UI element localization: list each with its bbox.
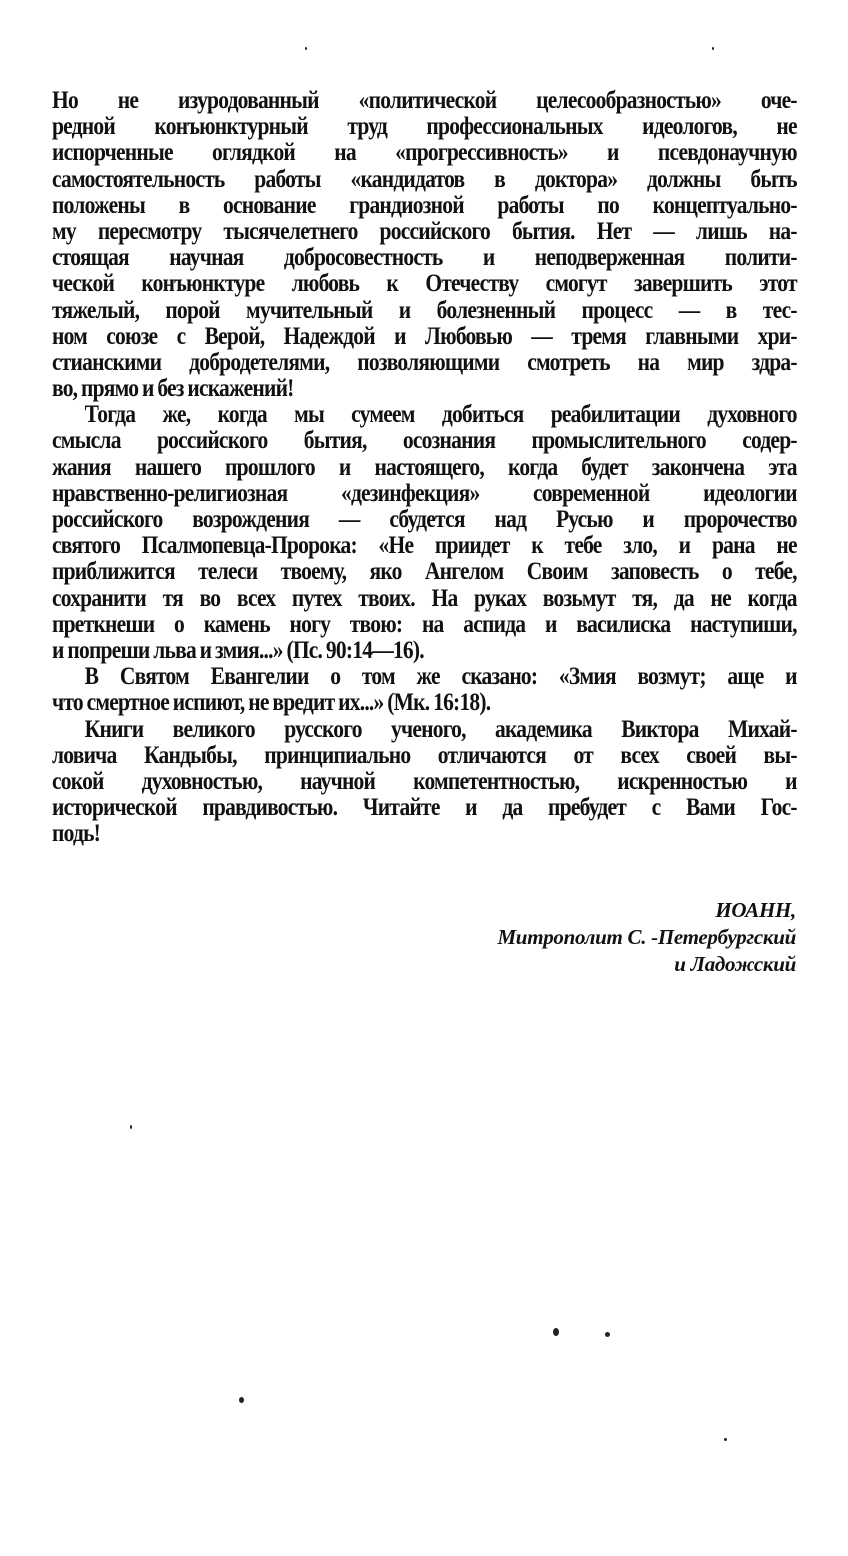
text-line: самостоятельность работы «кандидатов в доктора» должны быть	[52, 165, 797, 193]
text-line: му пересмотру тысячелетнего российского бытия. Нет — лишь на-	[52, 217, 797, 245]
scan-speck	[553, 1328, 559, 1336]
text-line: приближится телеси твоему, яко Ангелом Своим заповесть о тебе,	[52, 558, 797, 586]
paragraph	[52, 402, 797, 664]
scan-speck	[239, 1397, 244, 1403]
text-line: смысла российского бытия, осознания промыслительного содер-	[52, 427, 797, 455]
text-line: сокой духовностью, научной компетентностью, искренностью и	[52, 767, 797, 795]
text-line: ном союзе с Верой, Надеждой и Любовью — тремя главными хри-	[52, 322, 797, 350]
text-line: тяжелый, порой мучительный и болезненный процесс — в тес-	[52, 296, 797, 324]
text-line: испорченные оглядкой на «прогрессивность» и псевдонаучную	[52, 139, 797, 167]
scan-speck	[605, 1332, 610, 1337]
text-line: редной конъюнктурный труд профессиональных идеологов, не	[52, 113, 797, 141]
signature-title-cont: и Ладожский	[674, 952, 796, 976]
text-line: что смертное испиют, не вредит их...» (Мк. 16:18).	[52, 689, 491, 717]
text-line: преткнеши о камень ногу твою: на аспида и василиска наступиши,	[52, 610, 797, 638]
scan-speck	[305, 47, 307, 50]
text-line: сохранити тя во всех путех твоих. На руках возьмут тя, да не когда	[52, 584, 797, 612]
signature-name: ИОАНН,	[715, 898, 796, 922]
text-line: исторической правдивостью. Читайте и да пребудет с Вами Гос-	[52, 794, 797, 822]
paragraph	[52, 664, 797, 716]
text-line: во, прямо и без искажений!	[52, 375, 294, 403]
text-line: В Святом Евангелии о том же сказано: «Змия возмут; аще и	[84, 663, 797, 691]
text-line: подь!	[52, 820, 101, 848]
text-line: жания нашего прошлого и настоящего, когда будет закончена эта	[52, 453, 797, 481]
document-body	[52, 88, 797, 847]
text-line: святого Псалмопевца-Пророка: «Не приидет к тебе зло, и рана не	[52, 532, 797, 560]
scan-speck	[724, 1438, 727, 1441]
text-line: нравственно-религиозная «дезинфекция» современной идеологии	[52, 479, 797, 507]
text-line: и попреши льва и змия...» (Пс. 90:14—16).	[52, 636, 424, 664]
paragraph	[52, 88, 797, 402]
signature-title: Митрополит С. -Петербургский	[497, 925, 796, 949]
scan-speck	[130, 1125, 132, 1129]
text-line: стоящая научная добросовестность и неподверженная полити-	[52, 244, 797, 272]
text-line: ловича Кандыбы, принципиально отличаются от всех своей вы-	[52, 741, 797, 769]
signature-block	[497, 897, 796, 978]
scan-speck	[712, 47, 714, 50]
text-line: российского возрождения — сбудется над Русью и пророчество	[52, 506, 797, 533]
text-line: стианскими добродетелями, позволяющими смотреть на мир здра-	[52, 348, 797, 376]
text-line: Книги великого русского ученого, академика Виктора Михай-	[84, 715, 797, 743]
paragraph	[52, 717, 797, 848]
text-line: Тогда же, когда мы сумеем добиться реабилитации духовного	[84, 401, 797, 429]
text-line: положены в основание грандиозной работы по концептуально-	[52, 191, 797, 219]
text-line: Но не изуродованный «политической целесообразностью» оче-	[52, 87, 797, 114]
text-line: ческой конъюнктуре любовь к Отечеству смогут завершить этот	[52, 270, 797, 298]
